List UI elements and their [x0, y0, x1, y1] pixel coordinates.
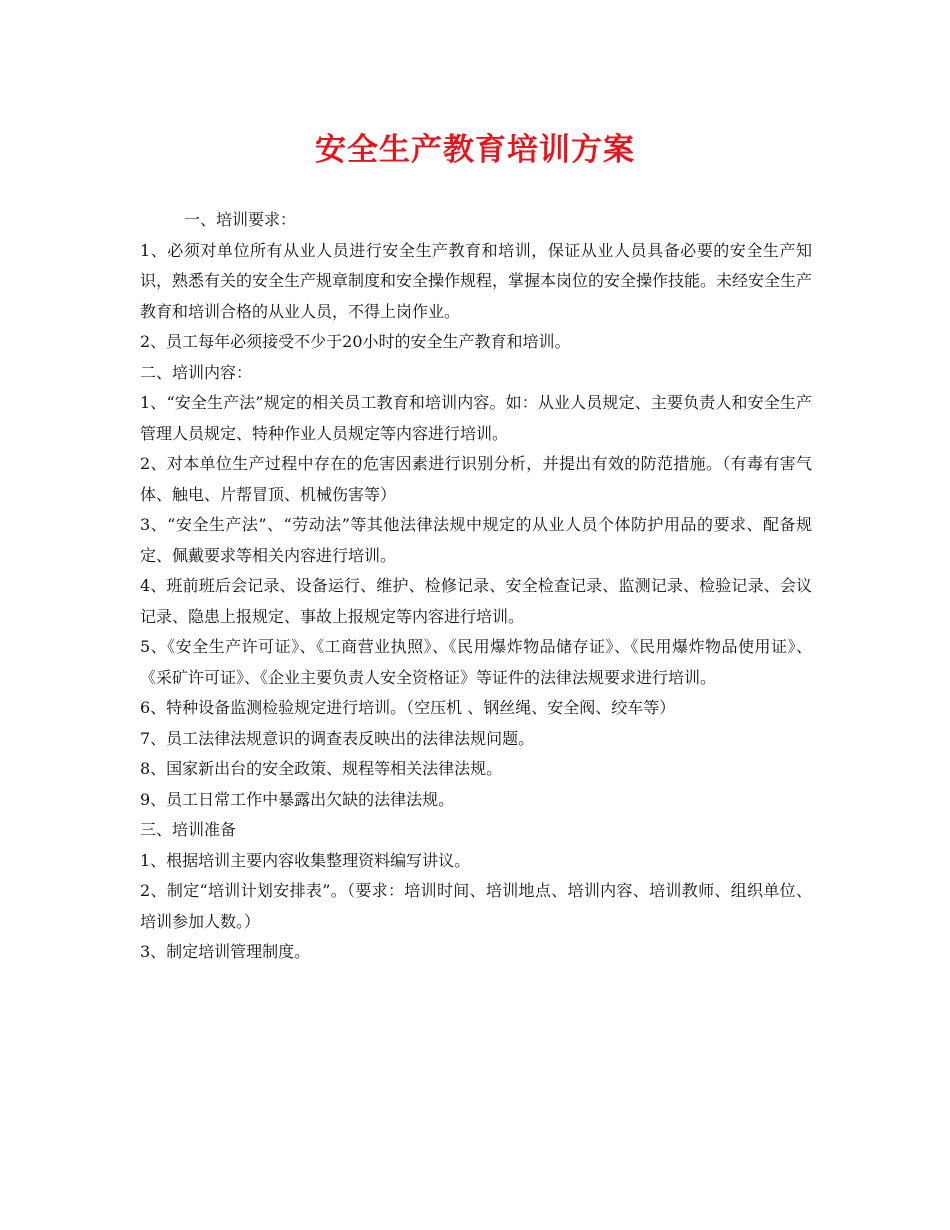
- paragraph-preparation-3: 3、制定培训管理制度。: [140, 942, 311, 961]
- paragraph-requirement-2: 2、员工每年必须接受不少于20小时的安全生产教育和培训。: [140, 332, 571, 351]
- paragraph-preparation-2: 2、制定“培训计划安排表”。（要求：培训时间、培训地点、培训内容、培训教师、组织单位、培训参加人数。）: [140, 881, 812, 931]
- document-title: 安全生产教育培训方案: [315, 132, 635, 168]
- section-heading-requirements: 一、培训要求：: [184, 210, 297, 229]
- paragraph-content-3: 3、“安全生产法”、“劳动法”等其他法律法规中规定的从业人员个体防护用品的要求、配备规定、佩戴要求等相关内容进行培训。: [140, 515, 812, 565]
- paragraph-content-9: 9、员工日常工作中暴露出欠缺的法律法规。: [140, 789, 455, 809]
- paragraph-content-7: 7、员工法律法规意识的调查表反映出的法律法规问题。: [140, 728, 535, 748]
- paragraph-content-2: 2、对本单位生产过程中存在的危害因素进行识别分析，并提出有效的防范措施。（有毒有害气体、触电、片帮冒顶、机械伤害等）: [140, 454, 812, 504]
- section-heading-content: 二、培训内容：: [140, 362, 253, 382]
- section-heading-preparation: 三、培训准备: [140, 820, 237, 839]
- paragraph-preparation-1: 1、根据培训主要内容收集整理资料编写讲议。: [140, 850, 471, 870]
- paragraph-content-1: 1、“安全生产法”规定的相关员工教育和培训内容。如：从业人员规定、主要负责人和安全生产管理人员规定、特种作业人员规定等内容进行培训。: [140, 393, 812, 443]
- document-body: [140, 205, 812, 968]
- paragraph-content-5: 5、《安全生产许可证》、《工商营业执照》、《民用爆炸物品储存证》、《民用爆炸物品使用证》、《采矿许可证》、《企业主要负责人安全资格证》等证件的法律法规要求进行培训。: [140, 637, 812, 687]
- paragraph-content-6: 6、特种设备监测检验规定进行培训。（空压机 、钢丝绳、安全阀、绞车等）: [140, 698, 676, 717]
- paragraph-requirement-1: 1、必须对单位所有从业人员进行安全生产教育和培训，保证从业人员具备必要的安全生产知识，熟悉有关的安全生产规章制度和安全操作规程，掌握本岗位的安全操作技能。未经安全生产教育和培训合格的从业人员，不得上岗作业。: [140, 240, 813, 321]
- paragraph-content-8: 8、国家新出台的安全政策、规程等相关法律法规。: [140, 759, 503, 778]
- paragraph-content-4: 4、班前班后会记录、设备运行、维护、检修记录、安全检查记录、监测记录、检验记录、会议记录、隐患上报规定、事故上报规定等内容进行培训。: [140, 576, 812, 626]
